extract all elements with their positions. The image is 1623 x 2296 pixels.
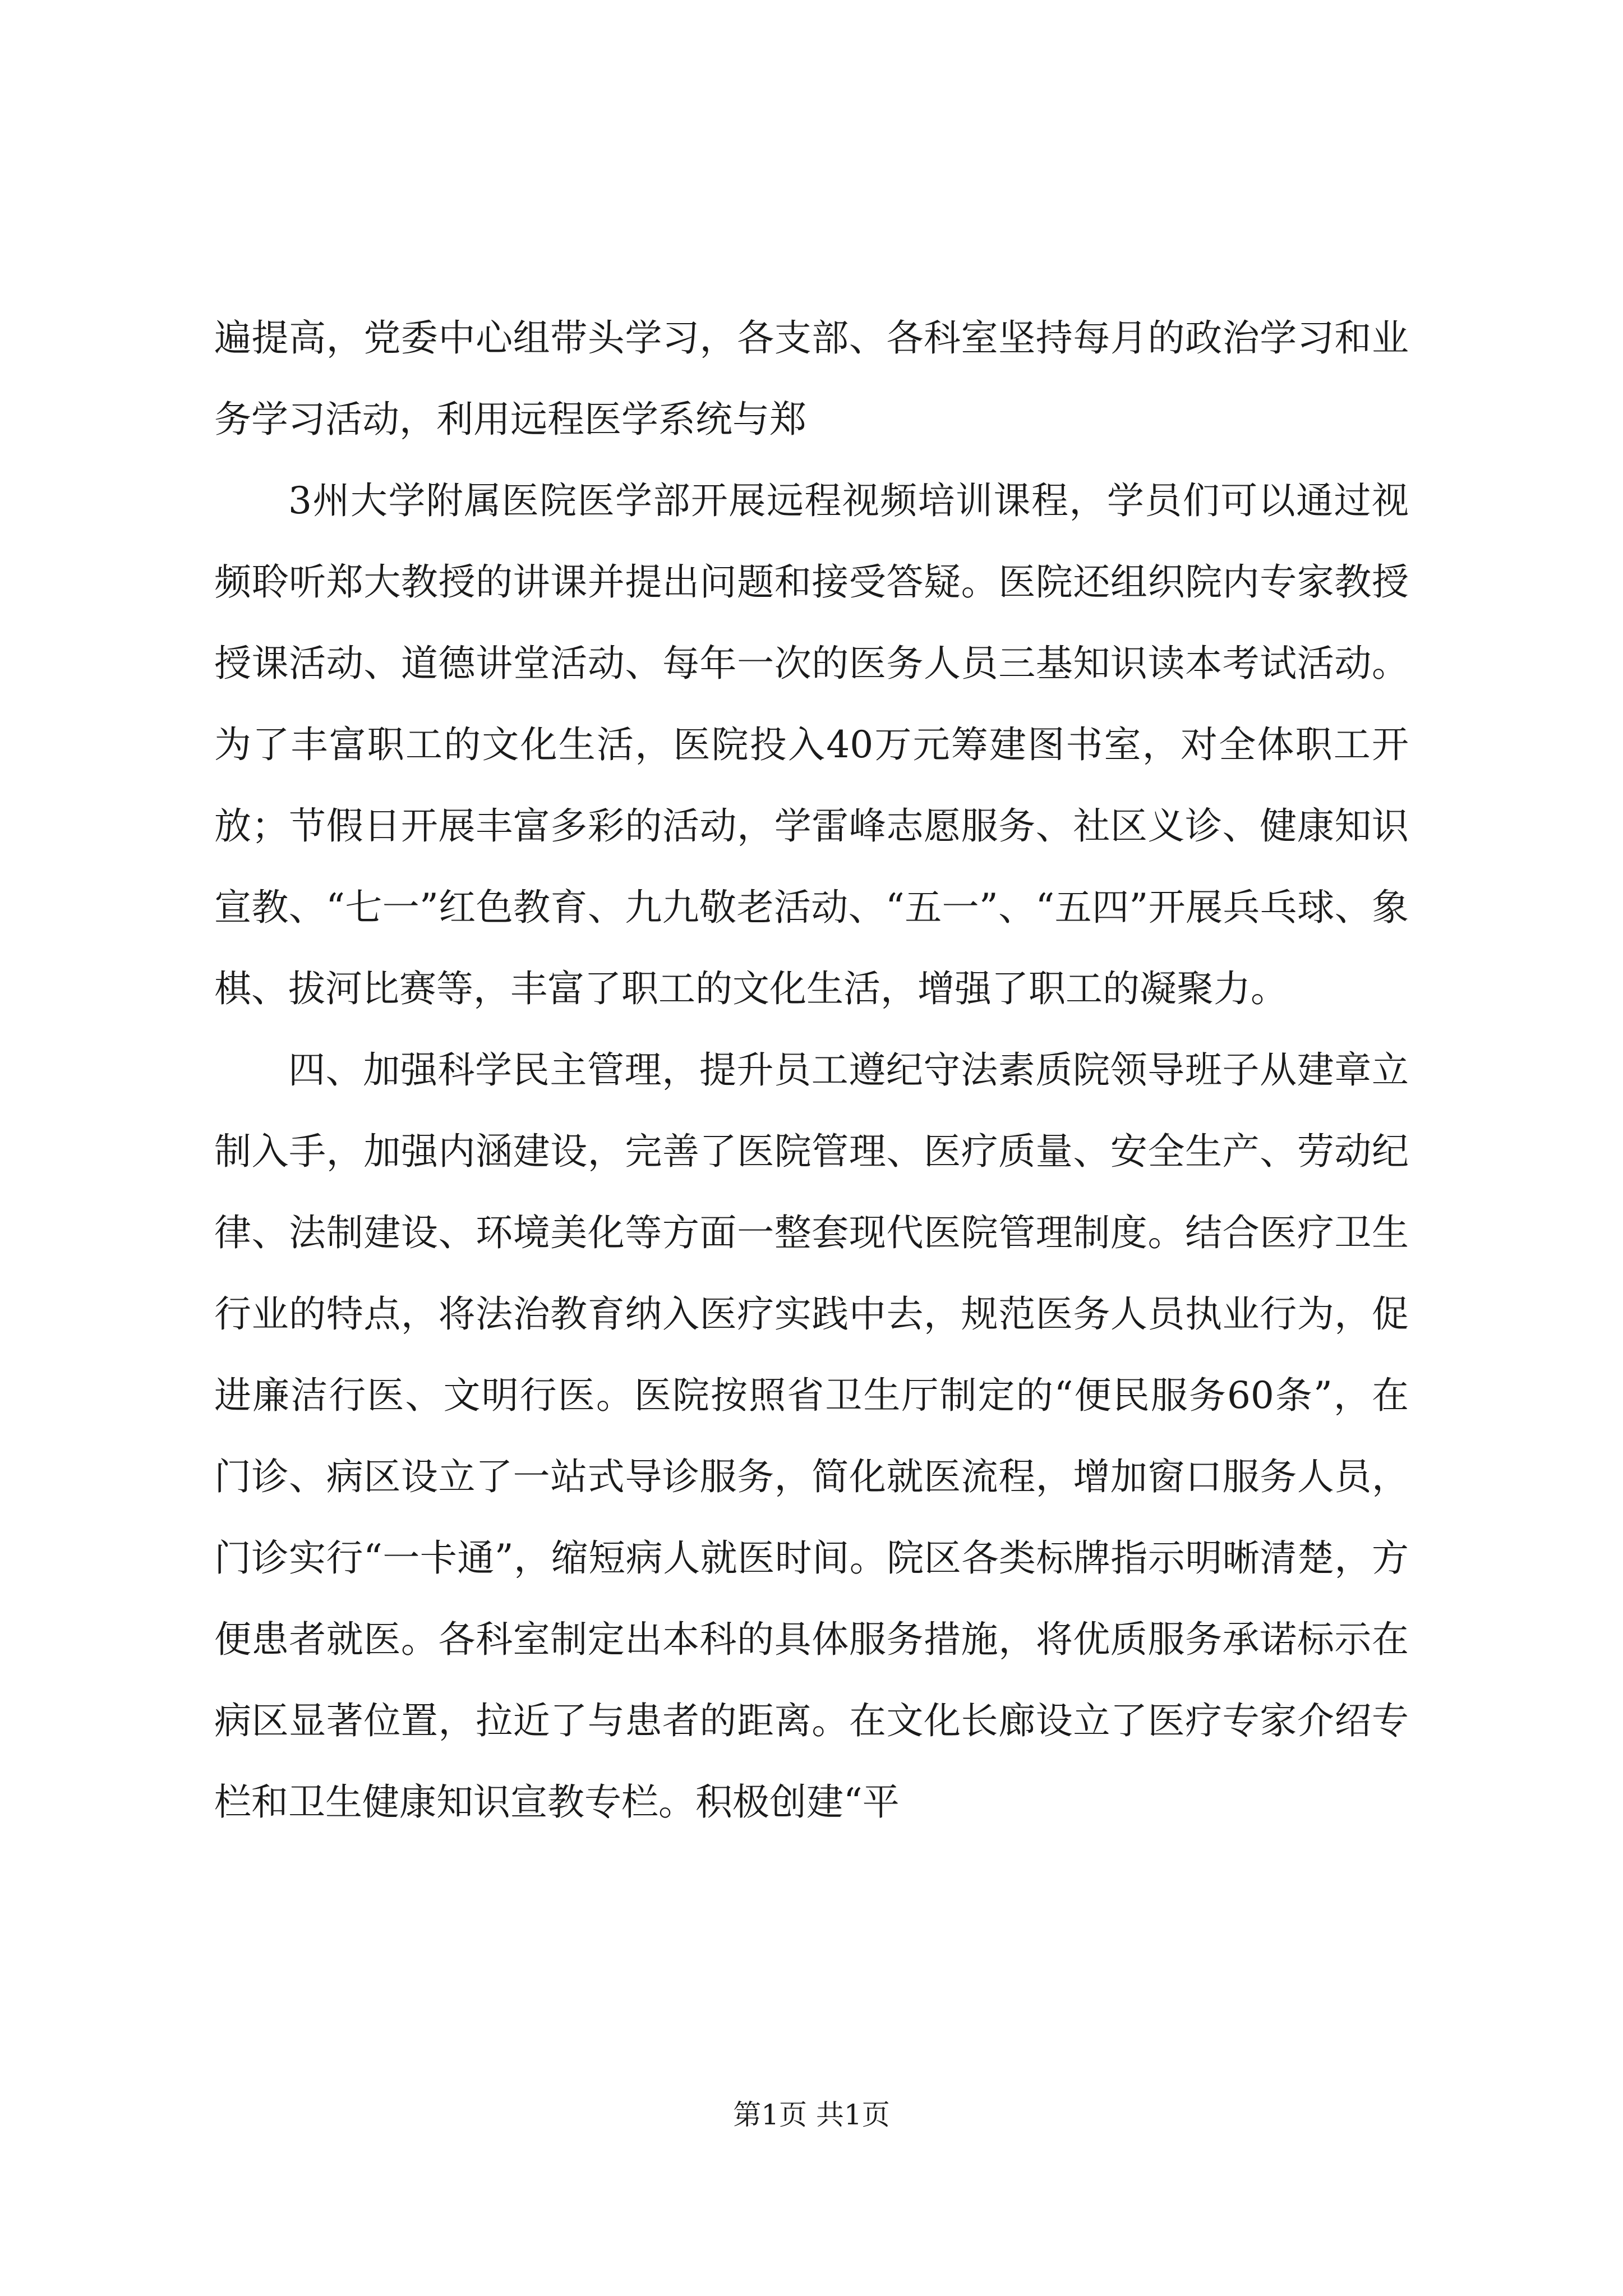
- page-footer: 第1页 共1页: [733, 2099, 890, 2131]
- paragraph-continuation: 遍提高，党委中心组带头学习，各支部、各科室坚持每月的政治学习和业务学习活动，利用远程医学系统与郑: [214, 316, 1409, 441]
- paragraph-training: 3州大学附属医院医学部开展远程视频培训课程，学员们可以通过视频聆听郑大教授的讲课并提出问题和接受答疑。医院还组织院内专家教授授课活动、道德讲堂活动、每年一次的医务人员三基知识读本考试活动。为了丰富职工的文化生活，医院投入40万元筹建图书室，对全体职工开放；节假日开展丰富多彩的活动，学雷峰志愿服务、社区义诊、健康知识宣教、“七一”红色教育、九九敬老活动、“五一”、“五四”开展兵乓球、象棋、拔河比赛等，丰富了职工的文化生活，增强了职工的凝聚力。: [214, 479, 1409, 1010]
- document-body: [214, 297, 1409, 1843]
- paragraph-management: 四、加强科学民主管理，提升员工遵纪守法素质院领导班子从建章立制入手，加强内涵建设，完善了医院管理、医疗质量、安全生产、劳动纪律、法制建设、环境美化等方面一整套现代医院管理制度。结合医疗卫生行业的特点，将法治教育纳入医疗实践中去，规范医务人员执业行为，促进廉洁行医、文明行医。医院按照省卫生厅制定的“便民服务60条”，在门诊、病区设立了一站式导诊服务，简化就医流程，增加窗口服务人员，门诊实行“一卡通”，缩短病人就医时间。院区各类标牌指示明晰清楚，方便患者就医。各科室制定出本科的具体服务措施，将优质服务承诺标示在病区显著位置，拉近了与患者的距离。在文化长廊设立了医疗专家介绍专栏和卫生健康知识宣教专栏。积极创建“平: [214, 1048, 1409, 1824]
